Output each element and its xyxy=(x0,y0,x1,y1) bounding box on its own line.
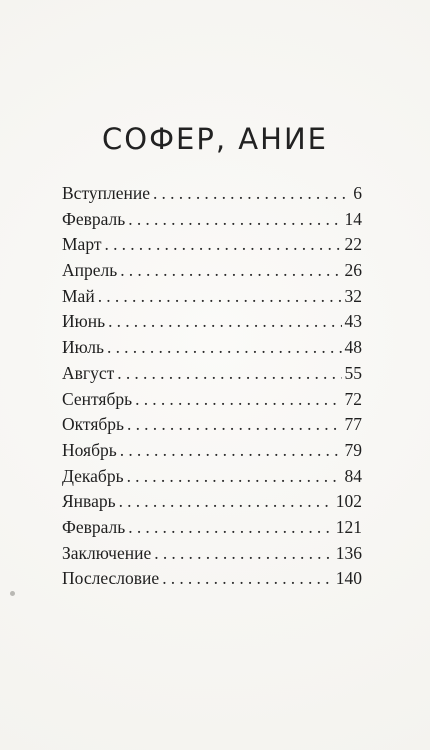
toc-leader-dots xyxy=(120,258,341,284)
toc-entry-page-number: 22 xyxy=(344,234,362,255)
toc-leader-dots xyxy=(154,541,333,567)
toc-entry-label: Декабрь xyxy=(62,465,124,486)
toc-entry-11 xyxy=(62,438,362,464)
toc-leader-dots xyxy=(120,438,342,464)
toc-entry-page-number: 136 xyxy=(335,542,362,563)
toc-entry-page-number: 14 xyxy=(344,208,362,229)
toc-entry-label: Февраль xyxy=(62,516,126,537)
toc-entry-label: Февраль xyxy=(62,208,126,229)
toc-entry-label: Ноябрь xyxy=(62,439,117,460)
toc-entry-label: Июль xyxy=(62,337,104,358)
toc-entry-label: Октябрь xyxy=(62,414,125,435)
toc-entry-label: Март xyxy=(62,234,102,255)
toc-entry-3 xyxy=(62,232,362,258)
toc-entry-label: Июнь xyxy=(62,311,106,332)
toc-entry-label: Заключение xyxy=(62,542,152,563)
toc-entry-label: Апрель xyxy=(62,260,118,281)
toc-entry-label: Май xyxy=(62,285,95,306)
toc-entry-page-number: 26 xyxy=(344,260,362,281)
toc-entry-page-number: 6 xyxy=(353,183,362,203)
toc-entry-page-number: 77 xyxy=(344,414,362,435)
toc-entry-1 xyxy=(62,181,362,207)
toc-leader-dots xyxy=(108,309,341,335)
table-of-contents xyxy=(62,181,362,592)
toc-entry-4 xyxy=(62,258,362,284)
toc-entry-label: Август xyxy=(62,362,115,383)
toc-leader-dots xyxy=(127,464,342,490)
toc-entry-15 xyxy=(62,541,362,567)
toc-entry-label: Вступление xyxy=(62,183,150,203)
toc-entry-page-number: 102 xyxy=(335,491,362,512)
toc-entry-5 xyxy=(62,284,362,310)
toc-leader-dots xyxy=(127,412,341,438)
toc-leader-dots xyxy=(117,361,341,387)
page-title: СОФЕР, АНИЕ xyxy=(102,122,328,157)
toc-leader-dots xyxy=(105,232,342,258)
toc-leader-dots xyxy=(128,207,341,233)
toc-entry-page-number: 79 xyxy=(344,439,362,460)
toc-entry-10 xyxy=(62,412,362,438)
toc-leader-dots xyxy=(98,284,342,310)
toc-entry-page-number: 72 xyxy=(344,388,362,409)
toc-entry-8 xyxy=(62,361,362,387)
paper-speck xyxy=(10,591,15,596)
toc-entry-page-number: 140 xyxy=(335,568,362,589)
toc-entry-page-number: 55 xyxy=(344,362,362,383)
toc-leader-dots xyxy=(119,489,333,515)
toc-leader-dots xyxy=(107,335,342,361)
toc-entry-label: Послесловие xyxy=(62,568,160,589)
toc-entry-9 xyxy=(62,387,362,413)
toc-entry-page-number: 84 xyxy=(344,465,362,486)
toc-entry-13 xyxy=(62,489,362,515)
toc-entry-16 xyxy=(62,566,362,592)
toc-leader-dots xyxy=(135,387,341,413)
toc-entry-page-number: 121 xyxy=(335,516,362,537)
toc-entry-14 xyxy=(62,515,362,541)
toc-leader-dots xyxy=(128,515,333,541)
toc-entry-label: Январь xyxy=(62,491,116,512)
toc-entry-label: Сентябрь xyxy=(62,388,133,409)
toc-entry-6 xyxy=(62,309,362,335)
toc-leader-dots xyxy=(162,566,333,592)
toc-leader-dots xyxy=(153,181,350,207)
toc-entry-12 xyxy=(62,464,362,490)
toc-entry-7 xyxy=(62,335,362,361)
toc-entry-page-number: 48 xyxy=(344,337,362,358)
toc-entry-page-number: 43 xyxy=(344,311,362,332)
toc-entry-page-number: 32 xyxy=(344,285,362,306)
toc-entry-2 xyxy=(62,207,362,233)
